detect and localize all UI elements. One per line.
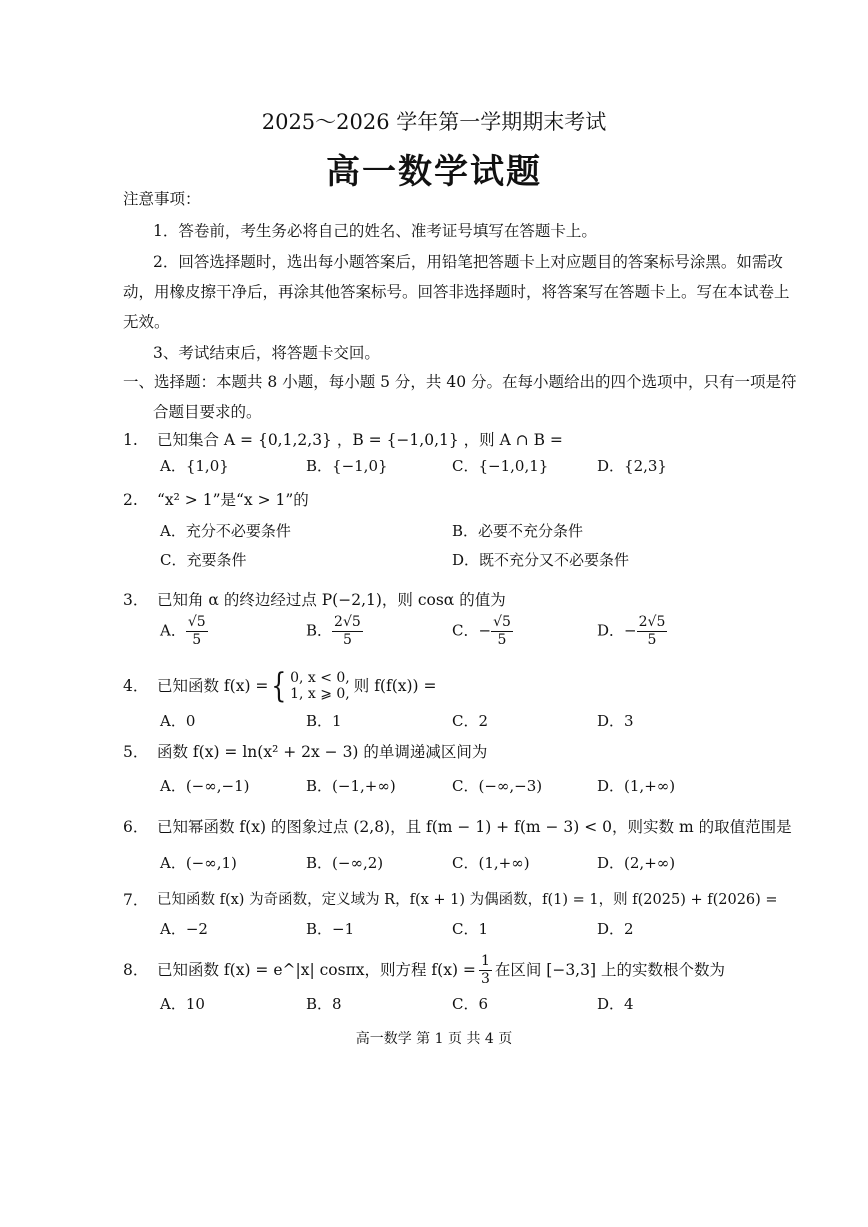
- fraction-numerator: 1: [480, 952, 490, 969]
- question-4-option-c: C．2: [452, 712, 489, 730]
- question-6-option-c: C．(1,+∞): [452, 854, 530, 872]
- question-1-option-a: A．{1,0}: [160, 457, 229, 475]
- fraction-denominator: 5: [342, 632, 352, 648]
- page-footer: 高一数学 第 1 页 共 4 页: [355, 1031, 513, 1047]
- question-1-number: 1.: [123, 431, 138, 449]
- question-5-option-a: A．(−∞,−1): [160, 777, 250, 795]
- fraction-numerator: √5: [187, 614, 206, 630]
- question-8-stem: [157, 950, 725, 990]
- question-2-option-a: A．充分不必要条件: [160, 522, 291, 540]
- question-1-stem: 已知集合 A = {0,1,2,3} ，B = {−1,0,1} ，则 A ∩ B =: [157, 431, 563, 449]
- question-7-stem: 已知函数 f(x) 为奇函数，定义域为 R，f(x + 1) 为偶函数，f(1) = 1，则 f(2025) + f(2026) =: [157, 892, 778, 908]
- question-3-option-b-label: B．: [306, 621, 333, 640]
- question-3-option-d-label: D．: [597, 621, 625, 640]
- question-6-option-d: D．(2,+∞): [597, 854, 676, 872]
- fraction-numerator: √5: [493, 614, 511, 630]
- question-5-option-d: D．(1,+∞): [597, 777, 676, 795]
- question-7-number: 7．: [123, 891, 149, 909]
- question-4-stem-suffix: 则 f(f(x)) =: [353, 677, 437, 695]
- question-6-option-a: A．(−∞,1): [160, 854, 237, 872]
- notice-item-2-end: 无效。: [123, 313, 170, 331]
- question-4-option-a: A．0: [160, 712, 196, 730]
- question-7-option-d: D．2: [597, 920, 634, 938]
- question-4-stem: [157, 663, 437, 709]
- question-6-option-b: B．(−∞,2): [306, 854, 384, 872]
- question-3-option-b: [306, 614, 363, 649]
- question-5-stem: 函数 f(x) = ln(x² + 2x − 3) 的单调递减区间为: [157, 743, 488, 761]
- question-3-option-c-label: C．: [452, 621, 479, 640]
- fraction-denominator: 3: [480, 970, 490, 987]
- section-heading-cont: 合题目要求的。: [153, 403, 262, 421]
- brace-symbol: {: [271, 666, 287, 706]
- exam-title: 2025～2026 学年第一学期期末考试: [261, 110, 607, 134]
- question-4-option-b: B．1: [306, 712, 342, 730]
- fraction-numerator: 2√5: [334, 614, 361, 630]
- question-6-number: 6．: [123, 818, 149, 836]
- question-3-option-d-sign: −: [624, 621, 637, 640]
- piecewise-cases: [290, 670, 350, 702]
- section-heading: 一、选择题：本题共 8 小题，每小题 5 分，共 40 分。在每小题给出的四个选项中，只有一项是符: [123, 373, 797, 391]
- question-3-option-a-label: A．: [160, 621, 186, 640]
- notice-item-1: 1．答卷前，考生务必将自己的姓名、准考证号填写在答题卡上。: [153, 222, 597, 240]
- question-2-option-d: D．既不充分又不必要条件: [452, 551, 630, 569]
- notice-item-2-cont: 动，用橡皮擦干净后，再涂其他答案标号。回答非选择题时，将答案写在答题卡上。写在本试卷上: [123, 283, 790, 301]
- fraction-denominator: 5: [192, 632, 202, 648]
- question-1-option-d: D．{2,3}: [597, 457, 667, 475]
- question-2-option-c: C．充要条件: [160, 551, 247, 569]
- fraction-denominator: 5: [647, 632, 657, 648]
- question-3-number: 3．: [123, 591, 149, 609]
- question-4-number: 4．: [123, 677, 149, 695]
- question-3-option-a: [160, 614, 208, 649]
- question-8-option-d: D．4: [597, 995, 634, 1013]
- question-4-stem-prefix: 已知函数 f(x) =: [157, 677, 269, 695]
- question-8-stem-suffix: 在区间 [−3,3] 上的实数根个数为: [494, 961, 725, 979]
- question-2-number: 2.: [123, 491, 138, 509]
- question-3-option-a-fraction: [186, 614, 208, 649]
- subject-title: 高一数学试题: [326, 152, 542, 192]
- question-3-option-c: [452, 614, 513, 649]
- fraction-numerator: 2√5: [638, 614, 666, 630]
- piecewise-brace: [268, 666, 350, 706]
- question-3-option-d: [597, 614, 667, 649]
- question-3-option-c-sign: −: [478, 621, 492, 640]
- question-7-option-c: C．1: [452, 920, 489, 938]
- question-8-stem-prefix: 已知函数 f(x) = e^|x| cosπx，则方程 f(x) =: [157, 961, 476, 979]
- question-2-stem: “x² > 1”是“x > 1”的: [157, 491, 309, 509]
- question-3-option-b-fraction: [332, 614, 363, 649]
- question-5-number: 5．: [123, 743, 149, 761]
- question-7-option-b: B．−1: [306, 920, 355, 938]
- case-2: 1, x ⩾ 0,: [290, 686, 350, 702]
- question-8-fraction: [479, 953, 492, 988]
- question-6-stem: 已知幂函数 f(x) 的图象过点 (2,8)，且 f(m − 1) + f(m − 3) < 0，则实数 m 的取值范围是: [157, 818, 792, 836]
- question-2-option-b: B．必要不充分条件: [452, 522, 584, 540]
- question-8-option-a: A．10: [160, 995, 205, 1013]
- notice-heading: 注意事项：: [123, 190, 201, 208]
- question-3-stem: 已知角 α 的终边经过点 P(−2,1)，则 cosα 的值为: [157, 591, 506, 609]
- case-1: 0, x < 0,: [290, 670, 350, 686]
- question-4-option-d: D．3: [597, 712, 634, 730]
- question-8-number: 8．: [123, 961, 149, 979]
- question-7-option-a: A．−2: [160, 920, 208, 938]
- question-5-option-c: C．(−∞,−3): [452, 777, 543, 795]
- question-8-option-b: B．8: [306, 995, 342, 1013]
- notice-item-2: 2．回答选择题时，选出每小题答案后，用铅笔把答题卡上对应题目的答案标号涂黑。如需改: [153, 253, 783, 271]
- question-1-option-c: C．{−1,0,1}: [452, 457, 549, 475]
- question-3-option-d-fraction: [637, 614, 668, 649]
- question-5-option-b: B．(−1,+∞): [306, 777, 396, 795]
- question-1-option-b: B．{−1,0}: [306, 457, 388, 475]
- fraction-denominator: 5: [497, 632, 507, 648]
- question-8-option-c: C．6: [452, 995, 489, 1013]
- question-3-option-c-fraction: [491, 614, 513, 649]
- notice-item-3: 3、考试结束后，将答题卡交回。: [153, 344, 380, 362]
